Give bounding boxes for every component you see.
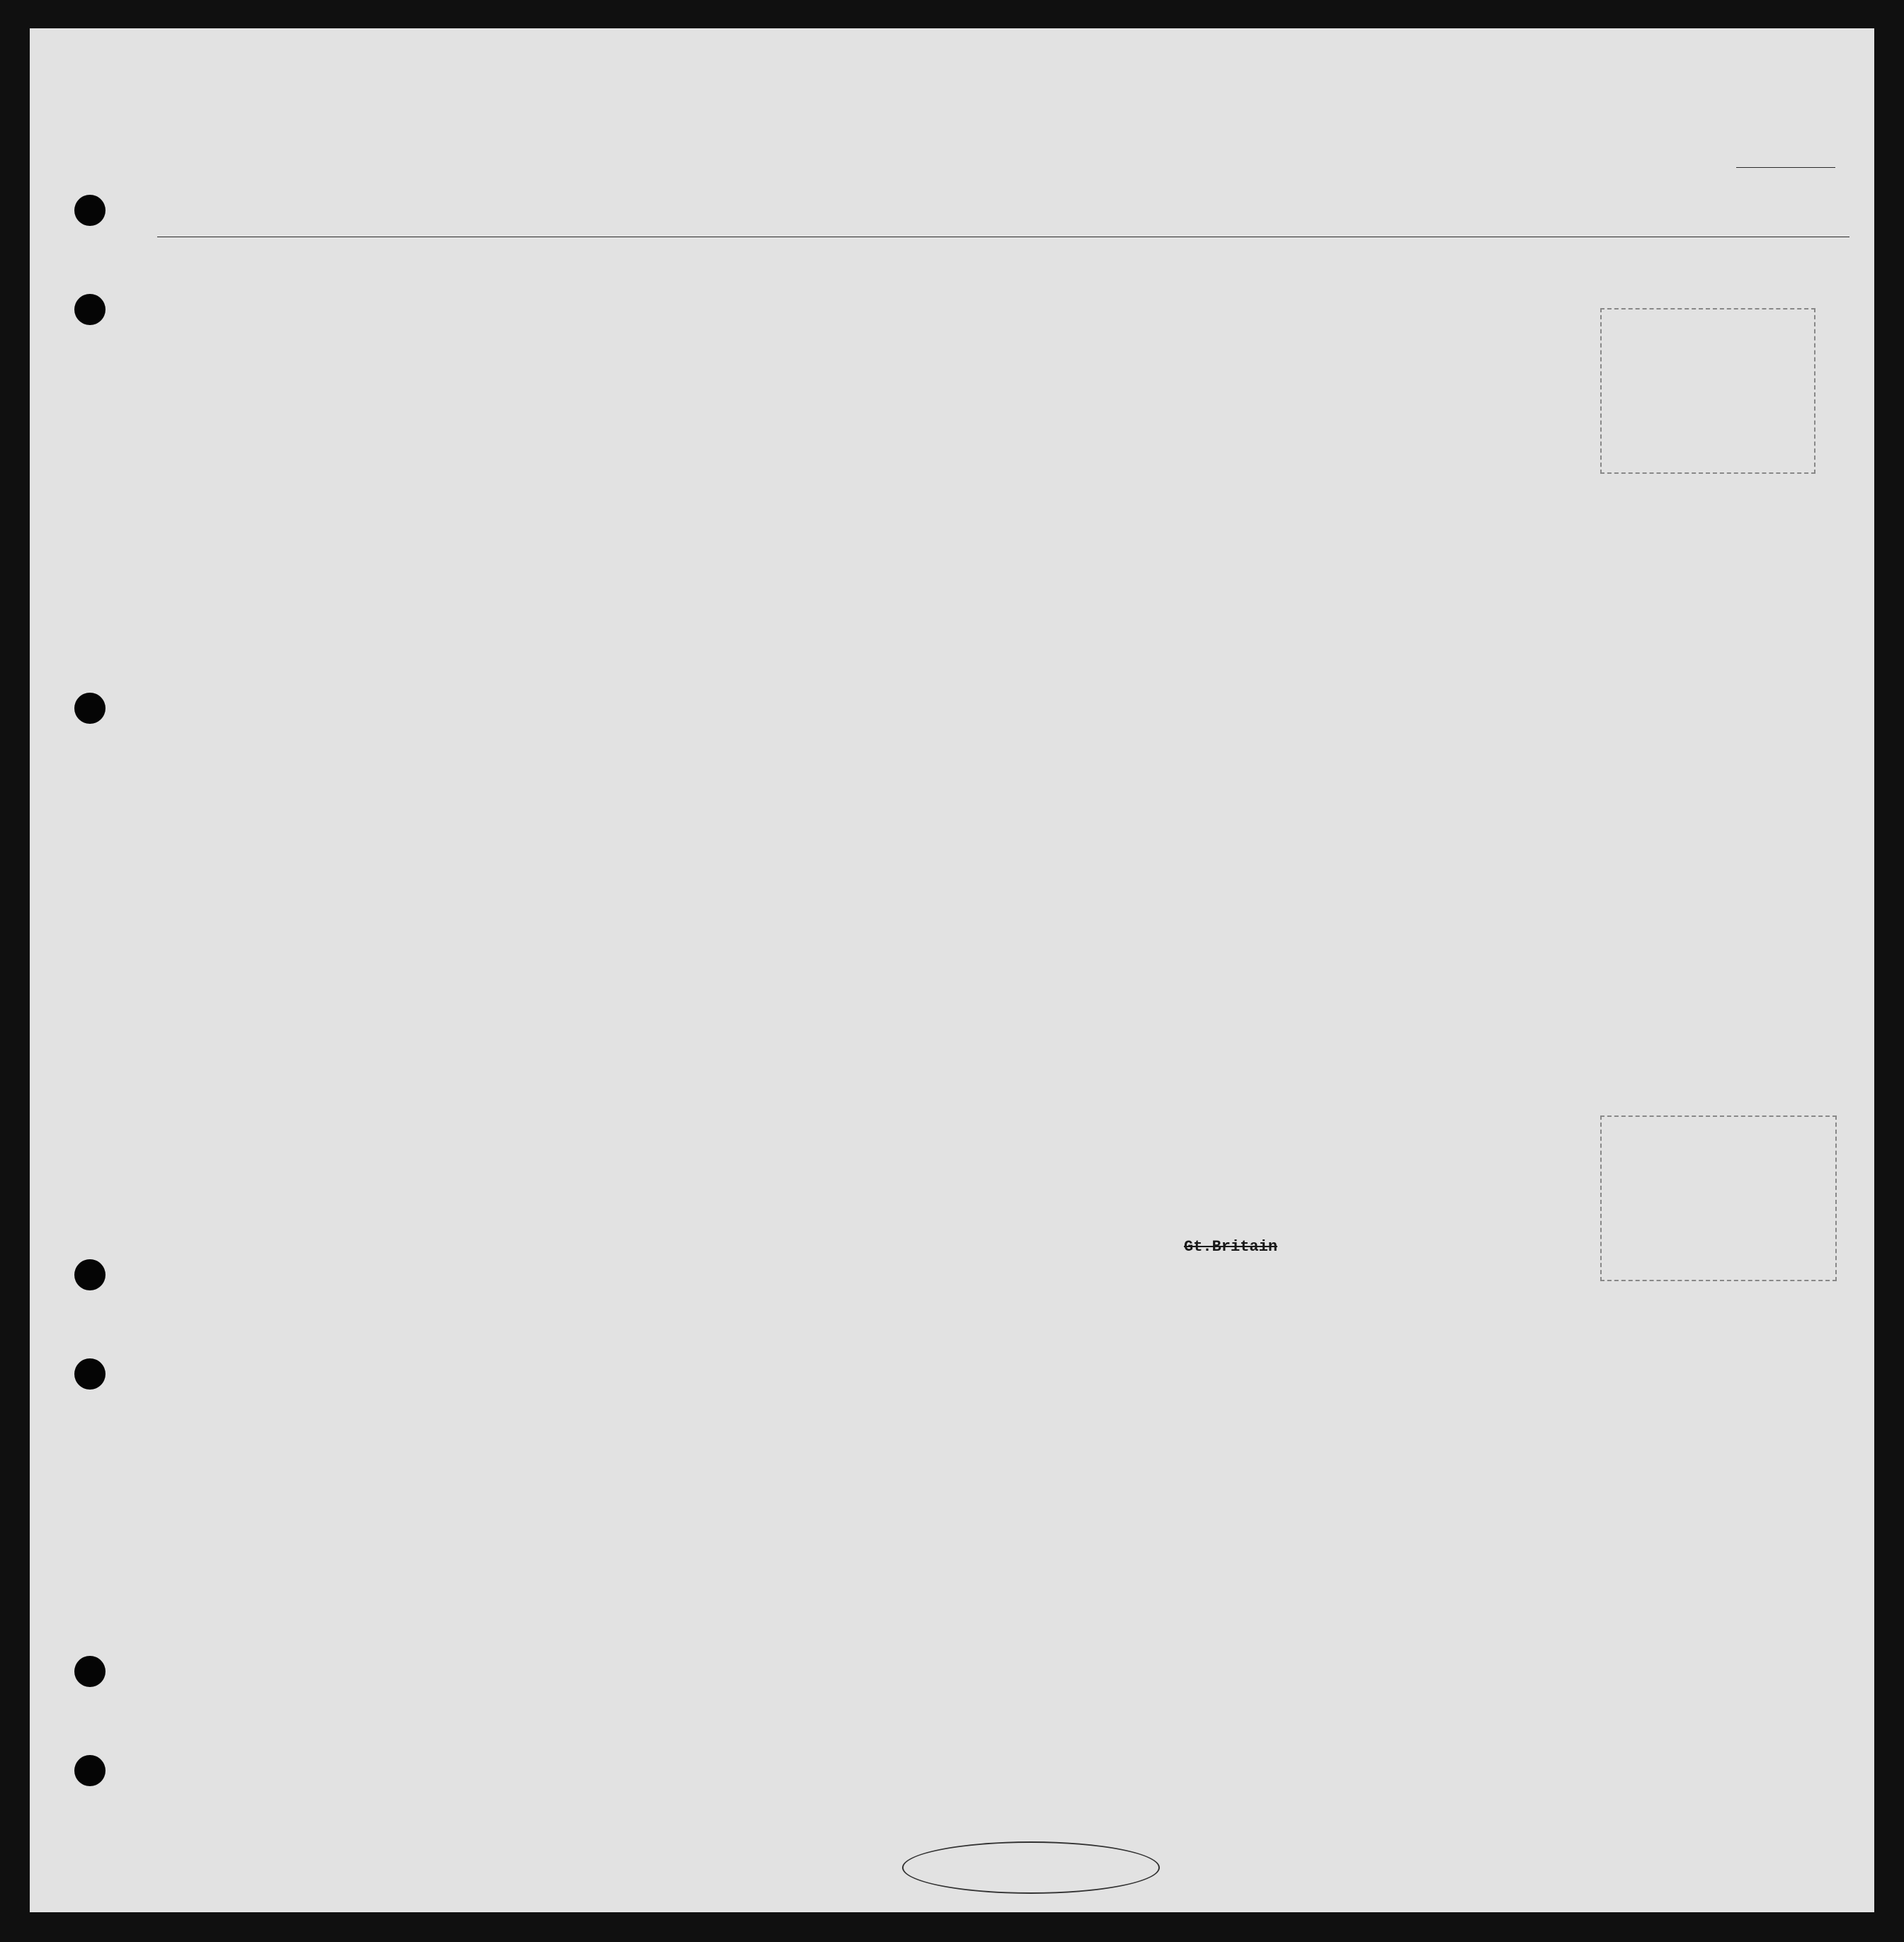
col-6-header <box>1110 252 1173 261</box>
struck-text: Gt.Britain <box>1184 1238 1278 1256</box>
col-11-header <box>1676 252 1839 261</box>
punch-hole <box>74 1755 106 1786</box>
crew-table <box>125 249 1839 1817</box>
col-3-header <box>614 252 727 266</box>
handwritten-note <box>902 1841 1160 1894</box>
col-7-header <box>1173 252 1297 261</box>
punch-hole <box>74 294 106 325</box>
punch-hole <box>74 1656 106 1687</box>
col-4-header <box>727 252 883 280</box>
col-1-header <box>125 252 161 272</box>
punch-hole <box>74 195 106 226</box>
col-10-header <box>1510 252 1676 258</box>
immigration-stamp <box>1600 308 1815 474</box>
punch-hole <box>74 1358 106 1390</box>
punch-hole <box>74 693 106 724</box>
immigration-stamp <box>1600 1115 1837 1281</box>
col-2-header <box>161 252 614 262</box>
col-5-header <box>883 252 1110 262</box>
manifest-sheet <box>30 28 1874 1912</box>
punch-hole <box>74 1259 106 1290</box>
